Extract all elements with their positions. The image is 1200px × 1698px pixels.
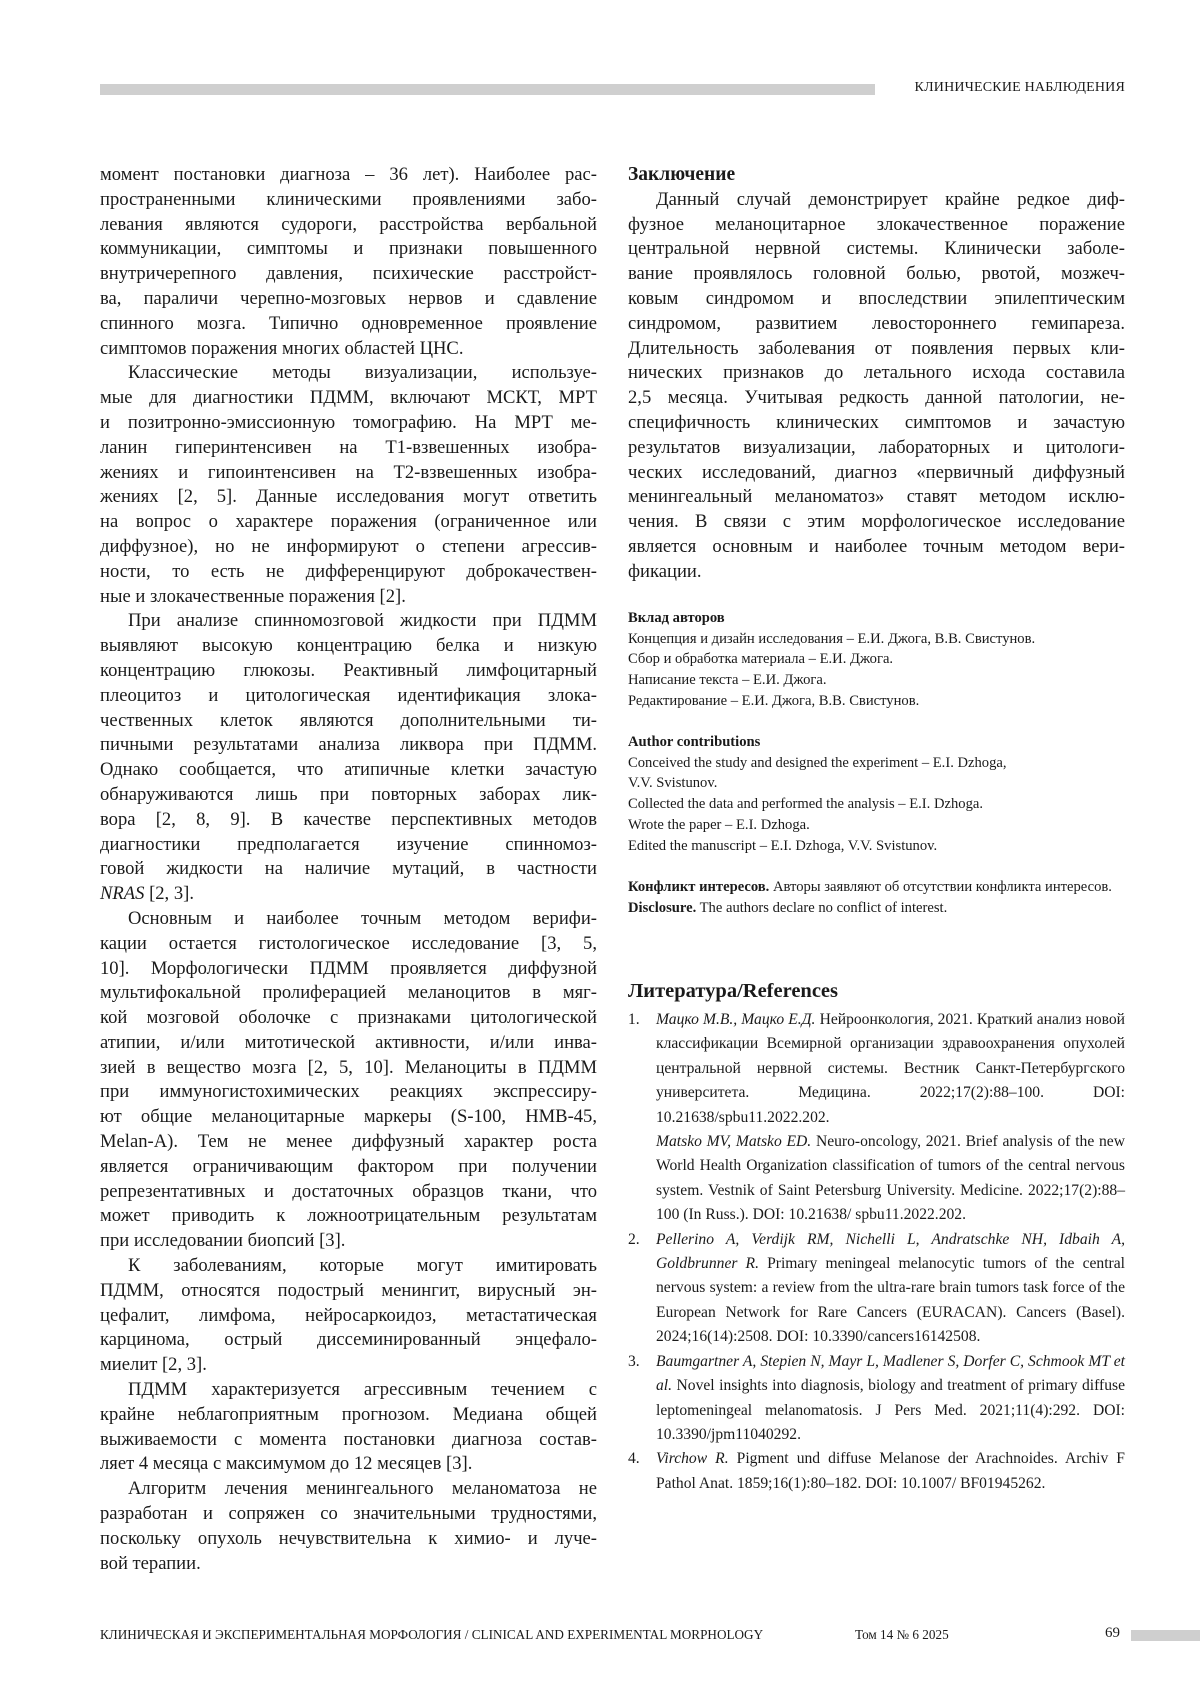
text-line: диффузное), но не информируют о степени агрессив- [100,535,597,560]
text-line: пичными результатами анализа ликвора при ПДММ. [100,733,597,758]
reference-number: 4. [628,1447,640,1471]
text-line [100,882,597,907]
conclusion-body [628,188,1125,585]
contribution-line: Сбор и обработка материала – Е.И. Джога. [628,649,1125,670]
reference-text: Novel insights into diagnosis, biology and treatment of primary diffuse leptomeningeal melanomatosis. J Pers Med. 2021;11(4):292. DOI: 10.3390/jpm11040292. [656,1377,1125,1443]
text-line: Длительность заболевания от появления первых кли- [628,337,1125,362]
text-line: кой мозговой оболочке с признаками цитологической [100,1006,597,1031]
conflict-ru-label: Конфликт интересов. [628,879,769,895]
text-line: фикации. [628,560,1125,585]
text-line: специфичность клинических симптомов и зачастую [628,411,1125,436]
contribution-line: Редактирование – Е.И. Джога, В.В. Свистунов. [628,691,1125,712]
reference-number: 1. [628,1008,640,1032]
paragraph [100,163,597,361]
paragraph [100,361,597,609]
text-line: коммуникации, симптомы и признаки повышенного [100,237,597,262]
contributions-ru-title: Вклад авторов [628,610,725,626]
text-line: симптомов поражения многих областей ЦНС. [100,337,597,362]
text-line: ланин гиперинтенсивен на T1-взвешенных изобра- [100,436,597,461]
paragraph [100,609,597,907]
contributions-ru-list [628,629,1125,712]
text-line: выявляют высокую концентрацию белка и низкую [100,634,597,659]
conflict-of-interest [628,877,1125,918]
text-line: Классические методы визуализации, используе- [100,361,597,386]
reference-authors: Baumgartner A, Stepien N, Mayr L, Madlener S, Dorfer C, Schmook MT et al. [656,1353,1125,1394]
text-line: 10]. Морфологически ПДММ проявляется диффузной [100,957,597,982]
reference-authors: Мацко М.В., Мацко Е.Д. [656,1011,815,1028]
reference-item [628,1447,1125,1496]
text-line: может приводить к ложноотрицательным результатам [100,1204,597,1229]
text-line: синдромом, развитием левостороннего гемипареза. [628,312,1125,337]
text-line: Melan-A). Тем не менее диффузный характер роста [100,1130,597,1155]
text-line: центральной нервной системы. Клинически заболе- [628,237,1125,262]
text-line: цефалит, лимфома, нейросаркоидоз, метастатическая [100,1304,597,1329]
contribution-line: V.V. Svistunov. [628,773,1125,794]
paragraph [100,907,597,1254]
text-line: ковым синдромом и впоследствии эпилептическим [628,287,1125,312]
text-line: Однако сообщается, что атипичные клетки зачастую [100,758,597,783]
contribution-line: Концепция и дизайн исследования – Е.И. Джога, В.В. Свистунов. [628,629,1125,650]
reference-text: Нейроонкология, 2021. Краткий анализ новой классификации Всемирной организации здравоохранения опухолей центральной нервной системы. Вестник Санкт-Петербургского университета. Медицина. 2022;17(2):88–100. DOI: 10.21638/spbu11.2022.202. [656,1011,1125,1126]
contributions-en [628,732,1125,856]
text-line: является основным и наиболее точным методом вери- [628,535,1125,560]
text-line: ют общие меланоцитарные маркеры (S-100, HMB-45, [100,1105,597,1130]
contribution-line: Collected the data and performed the analysis – E.I. Dzhoga. [628,794,1125,815]
contribution-line: Conceived the study and designed the experiment – E.I. Dzhoga, [628,753,1125,774]
text-line: ПДММ, относятся подострый менингит, вирусный эн- [100,1279,597,1304]
text-line: репрезентативных и достаточных образцов ткани, что [100,1180,597,1205]
conflict-en-label: Disclosure. [628,900,696,916]
text-line: ческих исследований, диагноз «первичный диффузный [628,461,1125,486]
text-line: выживаемости с момента постановки диагноза состав- [100,1428,597,1453]
text-line: и позитронно-эмиссионную томографию. На МРТ ме- [100,411,597,436]
text-fragment: [2, 3]. [144,883,194,904]
conclusion-section [628,163,1125,585]
reference-authors: Virchow R. [656,1450,729,1467]
left-column-body [100,163,597,1576]
reference-text: Pigment und diffuse Melanose der Arachnoides. Archiv F Pathol Anat. 1859;16(1):80–182. DOI: 10.1007/ BF01945262. [656,1450,1125,1491]
footer-bar [1131,1630,1200,1641]
text-line: фузное меланоцитарное злокачественное поражение [628,213,1125,238]
reference-translation [656,1130,1125,1228]
text-line: является ограничивающим фактором при получении [100,1155,597,1180]
reference-number: 2. [628,1228,640,1252]
header-bar [100,84,875,95]
contributions-ru [628,608,1125,712]
conflict-en [628,898,1125,919]
text-line: чественных клеток являются дополнительными ти- [100,709,597,734]
text-line: ляет 4 месяца с максимумом до 12 месяцев [3]. [100,1452,597,1477]
contribution-line: Wrote the paper – E.I. Dzhoga. [628,815,1125,836]
text-line: Данный случай демонстрирует крайне редкое диф- [628,188,1125,213]
text-line: жениях [2, 5]. Данные исследования могут ответить [100,485,597,510]
conflict-en-text: The authors declare no conflict of interest. [696,900,947,916]
section-label: КЛИНИЧЕСКИЕ НАБЛЮДЕНИЯ [885,80,1125,96]
contribution-line: Edited the manuscript – E.I. Dzhoga, V.V. Svistunov. [628,836,1125,857]
text-line: при исследовании биопсий [3]. [100,1229,597,1254]
text-line: миелит [2, 3]. [100,1353,597,1378]
text-line: вой терапии. [100,1552,597,1577]
contributions-en-list [628,753,1125,857]
text-line: плеоцитоз и цитологическая идентификация злока- [100,684,597,709]
text-line: пространенными клиническими проявлениями забо- [100,188,597,213]
text-line: мые для диагностики ПДММ, включают МСКТ, МРТ [100,386,597,411]
text-line: результатов визуализации, лабораторных и цитологи- [628,436,1125,461]
text-line: Основным и наиболее точным методом верифи- [100,907,597,932]
reference-number: 3. [628,1350,640,1374]
text-line: менингеальный меланоматоз» ставят методом исклю- [628,485,1125,510]
text-line: атипии, и/или митотической активности, и/или инва- [100,1031,597,1056]
text-line: ПДММ характеризуется агрессивным течением с [100,1378,597,1403]
footer-journal-title: КЛИНИЧЕСКАЯ И ЭКСПЕРИМЕНТАЛЬНАЯ МОРФОЛОГИЯ / CLINICAL AND EXPERIMENTAL MORPHOLOGY [100,1627,763,1643]
text-line: момент постановки диагноза – 36 лет). Наиболее рас- [100,163,597,188]
text-line: ва, параличи черепно-мозговых нервов и сдавление [100,287,597,312]
conclusion-title: Заключение [628,163,1125,188]
paragraph [100,1378,597,1477]
text-line: вора [2, 8, 9]. В качестве перспективных методов [100,808,597,833]
reference-text: Primary meningeal melanocytic tumors of the central nervous system: a review from the ultra-rare brain tumors task force of the European Network for Rare Cancers (EURACAN). Cancers (Basel). 2024;16(14):2508. DOI: 10.3390/cancers16142508. [656,1255,1125,1345]
text-line: Алгоритм лечения менингеального меланоматоза не [100,1477,597,1502]
reference-authors: Pellerino A, Verdijk RM, Nichelli L, Andratschke NH, Idbaih A, Goldbrunner R. [656,1231,1125,1272]
text-line: К заболеваниям, которые могут имитировать [100,1254,597,1279]
text-line: ные и злокачественные поражения [2]. [100,585,597,610]
text-line: левания являются судороги, расстройства вербальной [100,213,597,238]
text-line: поскольку опухоль нечувствительна к химио- и луче- [100,1527,597,1552]
text-line: кации остается гистологическое исследование [3, 5, [100,932,597,957]
text-line: крайне неблагоприятным прогнозом. Медиана общей [100,1403,597,1428]
reference-item [628,1008,1125,1228]
text-line: ности, то есть не дифференцируют доброкачествен- [100,560,597,585]
text-line: диагностики предполагается изучение спинномоз- [100,833,597,858]
conflict-ru-text: Авторы заявляют об отсутствии конфликта интересов. [769,879,1112,895]
text-line: говой жидкости на наличие мутаций, в частности [100,857,597,882]
reference-item [628,1228,1125,1350]
text-line: спинного мозга. Типично одновременное проявление [100,312,597,337]
contribution-line: Написание текста – Е.И. Джога. [628,670,1125,691]
footer-issue: Том 14 № 6 2025 [855,1627,949,1643]
contributions-en-title: Author contributions [628,734,760,750]
text-line: вание проявлялось головной болью, рвотой, мозжеч- [628,262,1125,287]
italic-term: NRAS [100,883,144,904]
text-line: мультифокальной пролиферацией меланоцитов в мяг- [100,981,597,1006]
text-line: концентрацию глюкозы. Реактивный лимфоцитарный [100,659,597,684]
paragraph [100,1254,597,1378]
reference-item [628,1350,1125,1448]
reference-authors-en: Matsko MV, Matsko ED. [656,1133,811,1150]
text-line: на вопрос о характере поражения (ограниченное или [100,510,597,535]
text-line: чения. В связи с этим морфологическое исследование [628,510,1125,535]
paragraph [100,1477,597,1576]
text-line: при иммуногистохимических реакциях экспрессиру- [100,1080,597,1105]
text-line: При анализе спинномозговой жидкости при ПДММ [100,609,597,634]
references-list [628,1008,1125,1496]
references-title: Литература/References [628,980,838,1003]
text-line: жениях и гипоинтенсивен на T2-взвешенных изобра- [100,461,597,486]
text-line: внутричерепного давления, психические расстройст- [100,262,597,287]
page-number: 69 [1105,1625,1120,1642]
text-line: разработан и сопряжен со значительными трудностями, [100,1502,597,1527]
text-line: зией в вещество мозга [2, 5, 10]. Меланоциты в ПДММ [100,1056,597,1081]
reference-text-en: Neuro-oncology, 2021. Brief analysis of the new World Health Organization classification of tumors of the central nervous system. Vestnik of Saint Petersburg University. Medicine. 2022;17(2):88–100 (In Russ.). DOI: 10.21638/ spbu11.2022.202. [656,1133,1125,1223]
text-line: нических признаков до летального исхода составила [628,361,1125,386]
conflict-ru [628,877,1125,898]
text-line: карцинома, острый диссеминированный энцефало- [100,1328,597,1353]
text-line: обнаруживаются лишь при повторных заборах лик- [100,783,597,808]
text-line: 2,5 месяца. Учитывая редкость данной патологии, не- [628,386,1125,411]
